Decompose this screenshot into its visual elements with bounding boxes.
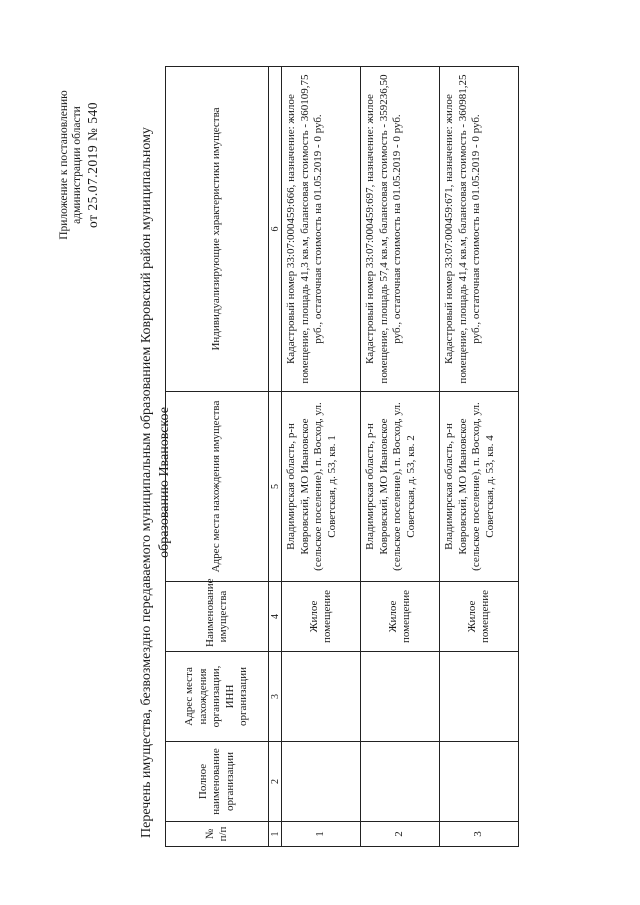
row-number: 2 (361, 822, 440, 847)
column-number: 5 (269, 392, 282, 582)
column-header: Адрес места нахождения имущества (166, 392, 269, 582)
table-row (282, 67, 361, 847)
organization-address (282, 652, 361, 742)
property-characteristics: Кадастровый номер 33:07:000459:697, назначение: жилое помещение, площадь 57,4 кв.м, балансовая стоимость - 359236,50 руб., остаточная стоимость на 01.05.2019 - 0 руб. (361, 67, 440, 392)
column-number: 2 (269, 742, 282, 822)
organization-address (361, 652, 440, 742)
property-characteristics: Кадастровый номер 33:07:000459:666, назначение: жилое помещение, площадь 41,3 кв.м, балансовая стоимость - 360109,75 руб., остаточная стоимость на 01.05.2019 - 0 руб. (282, 67, 361, 392)
row-number: 1 (282, 822, 361, 847)
column-number: 3 (269, 652, 282, 742)
property-name: Жилое помещение (440, 582, 519, 652)
property-name: Жилое помещение (361, 582, 440, 652)
column-header: Индивидуализирующие характеристики имущества (166, 67, 269, 392)
organization-name (440, 742, 519, 822)
column-header: № п/п (166, 822, 269, 847)
organization-address (440, 652, 519, 742)
resolution-number: от 25.07.2019 № 540 (85, 102, 100, 228)
property-name: Жилое помещение (282, 582, 361, 652)
property-characteristics: Кадастровый номер 33:07:000459:671, назначение: жилое помещение, площадь 41,4 кв.м, балансовая стоимость - 360981,25 руб., остаточная стоимость на 01.05.2019 - 0 руб. (440, 67, 519, 392)
column-header: Адрес места нахождения организации, ИНН организации (166, 652, 269, 742)
table-row (361, 67, 440, 847)
appendix-line: администрации области (71, 106, 83, 224)
document-title: Перечень имущества, безвозмездно передаваемого муниципальным образованием Ковровский район муниципальному образованию Ивановское (139, 127, 172, 838)
organization-name (361, 742, 440, 822)
table-row (440, 67, 519, 847)
column-number-row (269, 67, 282, 847)
column-number: 1 (269, 822, 282, 847)
column-header: Наименование имущества (166, 582, 269, 652)
property-address: Владимирская область, р-н Ковровский, МО Ивановское (сельское поселение), п. Восход, ул. Советская, д. 53, кв. 2 (361, 392, 440, 582)
organization-name (282, 742, 361, 822)
property-address: Владимирская область, р-н Ковровский, МО Ивановское (сельское поселение), п. Восход, ул. Советская, д. 53, кв. 1 (282, 392, 361, 582)
property-address: Владимирская область, р-н Ковровский, МО Ивановское (сельское поселение), п. Восход, ул. Советская, д. 53, кв. 4 (440, 392, 519, 582)
appendix-line: Приложение к постановлению (58, 90, 70, 240)
table-header-row (166, 67, 269, 847)
column-header: Полное наименование организации (166, 742, 269, 822)
row-number: 3 (440, 822, 519, 847)
property-table (165, 66, 519, 847)
appendix-header (58, 45, 99, 285)
column-number: 6 (269, 67, 282, 392)
column-number: 4 (269, 582, 282, 652)
